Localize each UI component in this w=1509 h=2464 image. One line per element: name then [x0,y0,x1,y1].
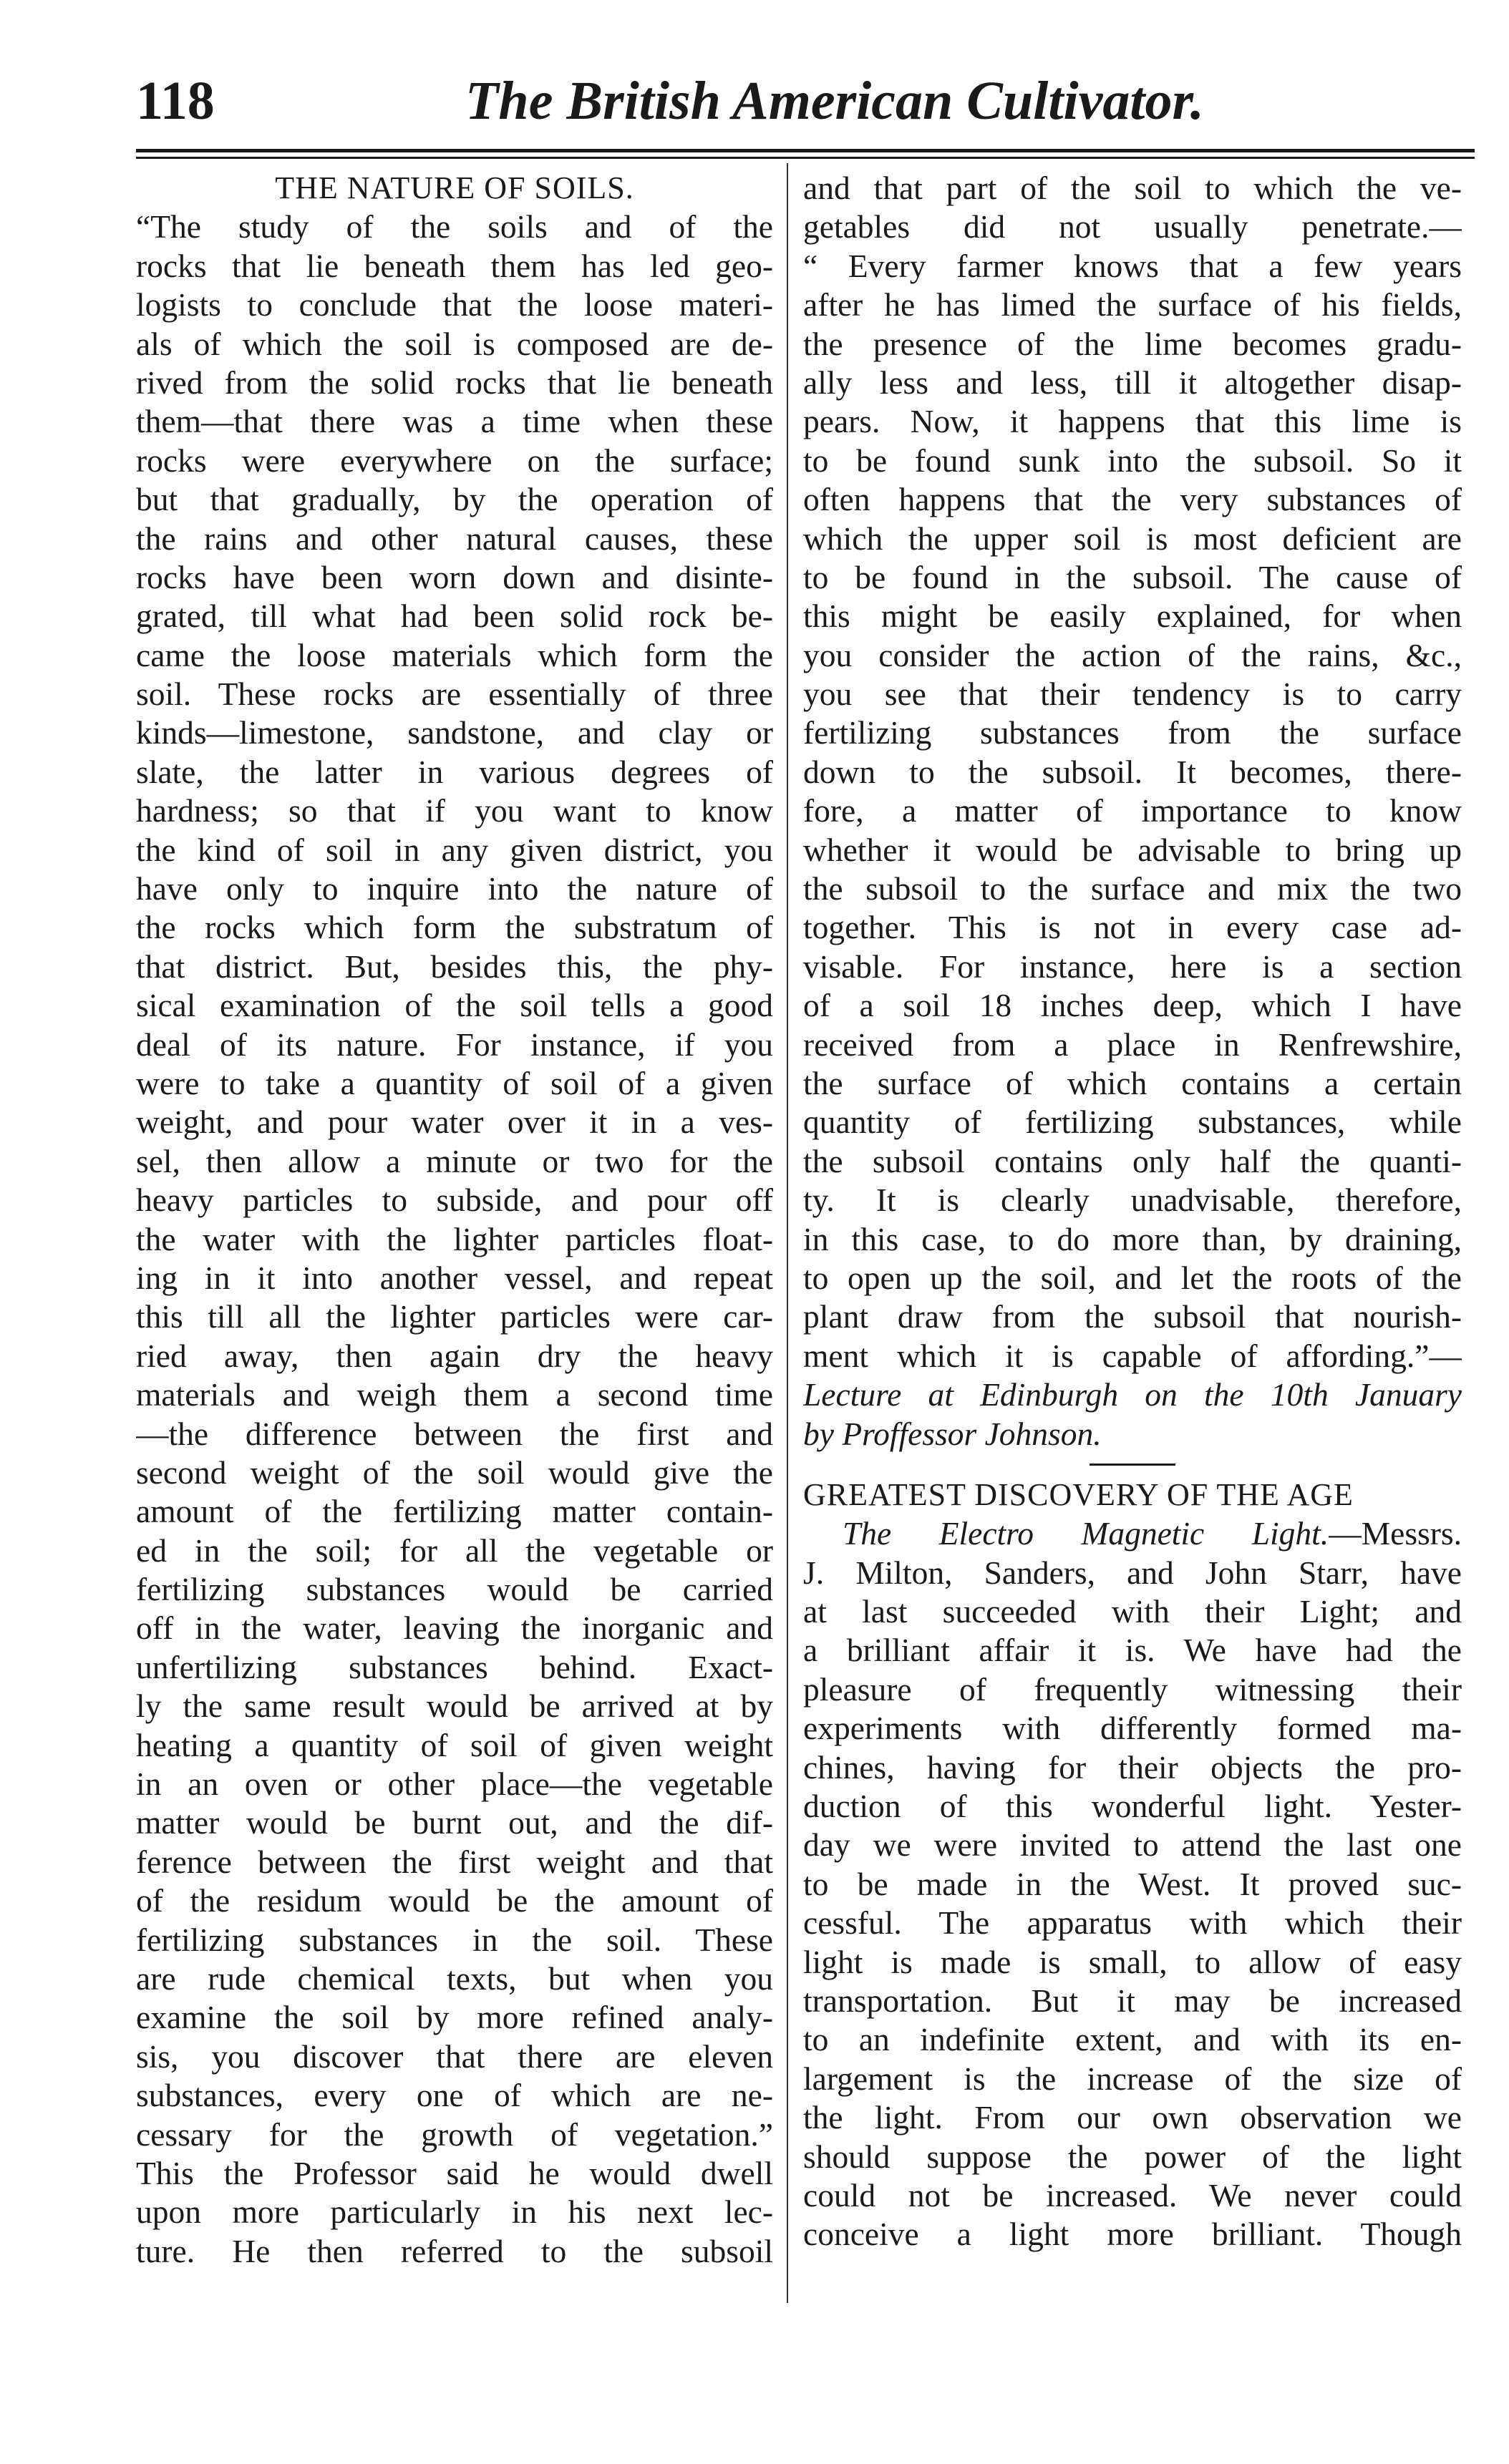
text-line: to be made in the West. It proved suc- [803,1865,1462,1902]
running-title: The British American Cultivator. [465,71,1204,131]
text-line: should suppose the power of the light [803,2138,1462,2175]
article-first-line-rest: —Messrs. [1329,1515,1462,1552]
text-line: were to take a quantity of soil of a given [136,1064,773,1101]
text-line: the water with the lighter particles float- [136,1220,773,1257]
text-line: J. Milton, Sanders, and John Starr, have [803,1554,1462,1591]
text-line: plant draw from the subsoil that nourish- [803,1298,1462,1335]
text-line: which the upper soil is most deficient are [803,520,1462,557]
text-line: duction of this wonderful light. Yester- [803,1788,1462,1825]
text-line: This the Professor said he would dwell [136,2154,773,2191]
text-line: that district. But, besides this, the phy- [136,948,773,985]
article-separator [1090,1464,1175,1466]
text-line: ty. It is clearly unadvisable, therefore, [803,1182,1462,1219]
text-line: quantity of fertilizing substances, while [803,1104,1462,1141]
text-line: but that gradually, by the operation of [136,481,773,518]
text-line: the surface of which contains a certain [803,1064,1462,1101]
text-line: second weight of the soil would give the [136,1453,773,1491]
header-rule-thin [136,157,1475,159]
text-line: to be found sunk into the subsoil. So it [803,442,1462,479]
text-line: to open up the soil, and let the roots of the [803,1259,1462,1296]
text-line: materials and weigh them a second time [136,1376,773,1413]
text-line: weight, and pour water over it in a ves- [136,1104,773,1141]
text-line: rocks were everywhere on the surface; [136,442,773,479]
text-line: cessful. The apparatus with which their [803,1904,1462,1942]
text-line: unfertilizing substances behind. Exact- [136,1648,773,1685]
text-line: rocks that lie beneath them has led geo- [136,247,773,284]
text-line: deal of its nature. For instance, if you [136,1026,773,1063]
text-line: you see that their tendency is to carry [803,676,1462,713]
text-line: of a soil 18 inches deep, which I have [803,987,1462,1024]
text-line: a brilliant affair it is. We have had the [803,1632,1462,1669]
page-number: 118 [136,71,215,131]
right-column [803,169,1462,2254]
article-first-line [803,1514,1462,1553]
text-line: sical examination of the soil tells a good [136,987,773,1024]
text-line: the light. From our own observation we [803,2099,1462,2136]
text-line: largement is the increase of the size of [803,2060,1462,2097]
left-column-body [136,208,773,2271]
text-line: the subsoil to the surface and mix the two [803,870,1462,907]
text-line: —the difference between the first and [136,1415,773,1452]
text-line: at last succeeded with their Light; and [803,1593,1462,1630]
text-line: heavy particles to subside, and pour off [136,1182,773,1219]
text-line: sis, you discover that there are eleven [136,2037,773,2075]
text-line: upon more particularly in his next lec- [136,2193,773,2231]
text-line: fertilizing substances would be carried [136,1571,773,1608]
text-line: hardness; so that if you want to know [136,792,773,829]
text-line: could not be increased. We never could [803,2176,1462,2214]
text-line: grated, till what had been solid rock be- [136,598,773,635]
text-line: you consider the action of the rains, &c., [803,636,1462,673]
text-line: whether it would be advisable to bring up [803,831,1462,868]
text-line: als of which the soil is composed are de- [136,325,773,362]
text-line: ing in it into another vessel, and repeat [136,1259,773,1296]
text-line: day we were invited to attend the last one [803,1826,1462,1864]
text-line: the rains and other natural causes, these [136,520,773,557]
text-line: in an oven or other place—the vegetable [136,1766,773,1803]
column-divider [787,163,788,2303]
text-line: getables did not usually penetrate.— [803,208,1462,245]
text-line: rived from the solid rocks that lie beneath [136,364,773,401]
text-line: this till all the lighter particles were car- [136,1298,773,1335]
text-line: examine the soil by more refined analy- [136,1999,773,2036]
text-line: logists to conclude that the loose materi- [136,286,773,323]
right-column-body-continued [803,169,1462,1375]
text-line: visable. For instance, here is a section [803,948,1462,985]
text-line: pears. Now, it happens that this lime is [803,403,1462,440]
text-line: fertilizing substances in the soil. These [136,1921,773,1958]
text-line: ed in the soil; for all the vegetable or [136,1532,773,1569]
text-line: pleasure of frequently witnessing their [803,1670,1462,1708]
article-heading-nature-of-soils: THE NATURE OF SOILS. [275,170,634,205]
article-heading-greatest-discovery: GREATEST DISCOVERY OF THE AGE [803,1476,1354,1512]
text-line: ly the same result would be arrived at by [136,1688,773,1725]
text-line: fertilizing substances from the surface [803,714,1462,751]
text-line: the presence of the lime becomes gradu- [803,325,1462,362]
header-rule-thick [136,149,1475,152]
right-column-body-new-article [803,1554,1462,2254]
text-line: off in the water, leaving the inorganic and [136,1610,773,1647]
text-line: ally less and less, till it altogether disap- [803,364,1462,401]
text-line: them—that there was a time when these [136,403,773,440]
text-line: the kind of soil in any given district, you [136,831,773,868]
text-line: down to the subsoil. It becomes, there- [803,753,1462,790]
text-line: ment which it is capable of affording.”— [803,1337,1462,1374]
text-line: experiments with differently formed ma- [803,1710,1462,1747]
text-line: are rude chemical texts, but when you [136,1959,773,1997]
text-line: heating a quantity of soil of given weight [136,1726,773,1763]
text-line: came the loose materials which form the [136,636,773,673]
text-line: ference between the first weight and that [136,1843,773,1880]
left-column [136,169,773,2271]
text-line: ried away, then again dry the heavy [136,1337,773,1374]
text-line: conceive a light more brilliant. Though [803,2216,1462,2253]
text-line: received from a place in Renfrewshire, [803,1026,1462,1063]
text-line: light is made is small, to allow of easy [803,1943,1462,1980]
text-line: soil. These rocks are essentially of three [136,676,773,713]
attribution-author: by Proffessor Johnson. [803,1415,1102,1452]
text-line: of the residum would be the amount of [136,1882,773,1919]
text-line: often happens that the very substances of [803,481,1462,518]
text-line: sel, then allow a minute or two for the [136,1142,773,1179]
text-line: in this case, to do more than, by draining, [803,1220,1462,1257]
article-subtitle: The Electro Magnetic Light. [843,1515,1329,1552]
text-line: amount of the fertilizing matter contain- [136,1493,773,1530]
text-line: matter would be burnt out, and the dif- [136,1804,773,1841]
text-line: together. This is not in every case ad- [803,909,1462,946]
text-line: substances, every one of which are ne- [136,2077,773,2114]
text-line: cessary for the growth of vegetation.” [136,2115,773,2153]
text-line: rocks have been worn down and disinte- [136,558,773,595]
text-line: ture. He then referred to the subsoil [136,2232,773,2269]
text-line: the subsoil contains only half the quanti- [803,1142,1462,1179]
text-line: and that part of the soil to which the ve- [803,170,1462,206]
text-line: slate, the latter in various degrees of [136,753,773,790]
text-line: this might be easily explained, for when [803,598,1462,635]
text-line: after he has limed the surface of his fields, [803,286,1462,323]
text-line: kinds—limestone, sandstone, and clay or [136,714,773,751]
text-line: the rocks which form the substratum of [136,909,773,946]
attribution-line: Lecture at Edinburgh on the 10th January [803,1376,1462,1413]
text-line: fore, a matter of importance to know [803,792,1462,829]
text-line: chines, having for their objects the pro- [803,1748,1462,1786]
text-line: to be found in the subsoil. The cause of [803,558,1462,595]
text-line: to an indefinite extent, and with its en- [803,2021,1462,2058]
text-line: have only to inquire into the nature of [136,870,773,907]
text-line: “The study of the soils and of the [136,208,773,245]
text-line: transportation. But it may be increased [803,1982,1462,2019]
text-line: “ Every farmer knows that a few years [803,247,1462,284]
